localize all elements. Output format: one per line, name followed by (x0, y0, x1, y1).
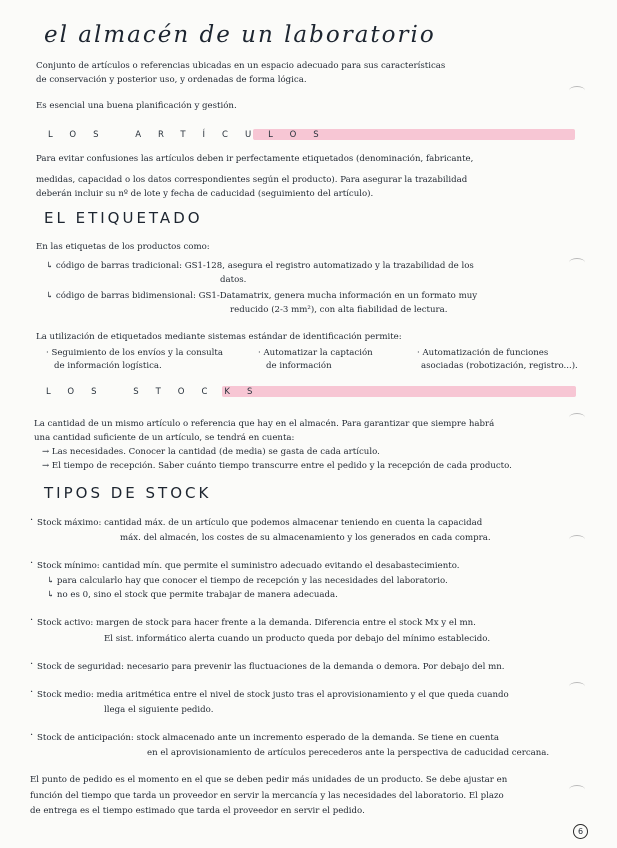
stock-minimo-line-3: ↳ no es 0, sino el stock que permite trabajar de manera adecuada. (47, 590, 338, 600)
bleed-through-mark (569, 682, 585, 691)
stocks-line-2: una cantidad suficiente de un artículo, se tendrá en cuenta: (34, 433, 295, 443)
etiquetado-intro: En las etiquetas de los productos como: (36, 242, 210, 252)
pedido-line-3: de entrega es el tiempo estimado que tarda el proveedor en servir el pedido. (30, 806, 365, 816)
stock-minimo-line-1: Stock mínimo: cantidad mín. que permite el suministro adecuado evitando el desabastecimiento. (37, 561, 460, 571)
intro-line-2: de conservación y posterior uso, y ordenadas de forma lógica. (36, 75, 307, 85)
bullet-dot: · (30, 659, 34, 670)
etiquetado-item-1b: datos. (220, 275, 247, 285)
etiquetado-col3-a: · Automatización de funciones (417, 348, 549, 358)
bleed-through-mark (569, 258, 585, 267)
etiquetado-col1-b: de información logística. (54, 361, 162, 371)
stock-activo-line-1: Stock activo: margen de stock para hacer frente a la demanda. Diferencia entre el stock Mx y el mn. (37, 618, 476, 628)
stock-anticipacion-line-2: en el aprovisionamiento de artículos perecederos ante la perspectiva de caducidad cercana. (147, 748, 550, 758)
intro-line-3: Es esencial una buena planificación y gestión. (36, 101, 237, 111)
etiquetado-col1-a: · Seguimiento de los envíos y la consulta (46, 348, 224, 358)
bleed-through-mark (569, 413, 585, 422)
section-heading-articulos: LOS ARTÍCULOS (48, 130, 336, 140)
section-highlight-stocks (222, 386, 576, 397)
bullet-dot: · (30, 687, 34, 698)
pedido-line-1: El punto de pedido es el momento en el que se deben pedir más unidades de un producto. Se debe ajustar en (30, 775, 508, 785)
etiquetado-col2-a: · Automatizar la captación (258, 348, 373, 358)
stock-maximo-line-1: Stock máximo: cantidad máx. de un artículo que podemos almacenar teniendo en cuenta la capacidad (37, 518, 483, 528)
etiquetado-uses: La utilización de etiquetados mediante sistemas estándar de identificación permite: (36, 332, 402, 342)
section-heading-stocks: LOS STOCKS (46, 387, 270, 397)
bleed-through-mark (569, 785, 585, 794)
stocks-line-1: La cantidad de un mismo artículo o referencia que hay en el almacén. Para garantizar que siempre habrá (34, 419, 495, 429)
etiquetado-item-1a: ↳ código de barras tradicional: GS1-128, asegura el registro automatizado y la trazabilidad de los (46, 261, 474, 271)
stock-medio-line-2: llega el siguiente pedido. (104, 705, 214, 715)
stock-maximo-line-2: máx. del almacén, los costes de su almacenamiento y los generados en cada compra. (120, 533, 491, 543)
etiquetado-col3-b: asociadas (robotización, registro...). (421, 361, 578, 371)
bleed-through-mark (569, 86, 585, 95)
section-heading-etiquetado: EL ETIQUETADO (44, 209, 203, 227)
articulos-line-3: deberán incluir su nº de lote y fecha de caducidad (seguimiento del artículo). (36, 189, 374, 199)
stocks-item-2: → El tiempo de recepción. Saber cuánto tiempo transcurre entre el pedido y la recepción de cada producto. (42, 461, 512, 471)
stock-seguridad: Stock de seguridad: necesario para prevenir las fluctuaciones de la demanda o demora. Por debajo del mn. (37, 662, 505, 672)
etiquetado-item-2a: ↳ código de barras bidimensional: GS1-Datamatrix, genera mucha información en un formato muy (46, 291, 478, 301)
stock-activo-line-2: El sist. informático alerta cuando un producto queda por debajo del mínimo establecido. (104, 634, 491, 644)
bullet-dot: · (30, 558, 34, 569)
section-heading-tipos: TIPOS DE STOCK (44, 484, 212, 502)
bleed-through-mark (569, 535, 585, 544)
stock-minimo-line-2: ↳ para calcularlo hay que conocer el tiempo de recepción y las necesidades del laboratorio. (47, 576, 448, 586)
etiquetado-col2-b: de información (266, 361, 332, 371)
pedido-line-2: función del tiempo que tarda un proveedor en servir la mercancía y las necesidades del laboratorio. El plazo (30, 791, 504, 801)
page-title: el almacén de un laboratorio (44, 22, 436, 48)
articulos-line-1: Para evitar confusiones las artículos deben ir perfectamente etiquetados (denominación, fabricante, (36, 154, 474, 164)
stock-medio-line-1: Stock medio: media aritmética entre el nivel de stock justo tras el aprovisionamiento y el que queda cuando (37, 690, 509, 700)
bullet-dot: · (30, 515, 34, 526)
page-number: 6 (573, 824, 588, 839)
bullet-dot: · (30, 730, 34, 741)
stock-anticipacion-line-1: Stock de anticipación: stock almacenado ante un incremento esperado de la demanda. Se tiene en cuenta (37, 733, 499, 743)
intro-line-1: Conjunto de artículos o referencias ubicadas en un espacio adecuado para sus características (36, 61, 446, 71)
stocks-item-1: → Las necesidades. Conocer la cantidad (de media) se gasta de cada artículo. (42, 447, 380, 457)
articulos-line-2: medidas, capacidad o los datos correspondientes según el producto). Para asegurar la trazabilidad (36, 175, 468, 185)
etiquetado-item-2b: reducido (2-3 mm²), con alta fiabilidad de lectura. (230, 305, 448, 315)
bullet-dot: · (30, 615, 34, 626)
